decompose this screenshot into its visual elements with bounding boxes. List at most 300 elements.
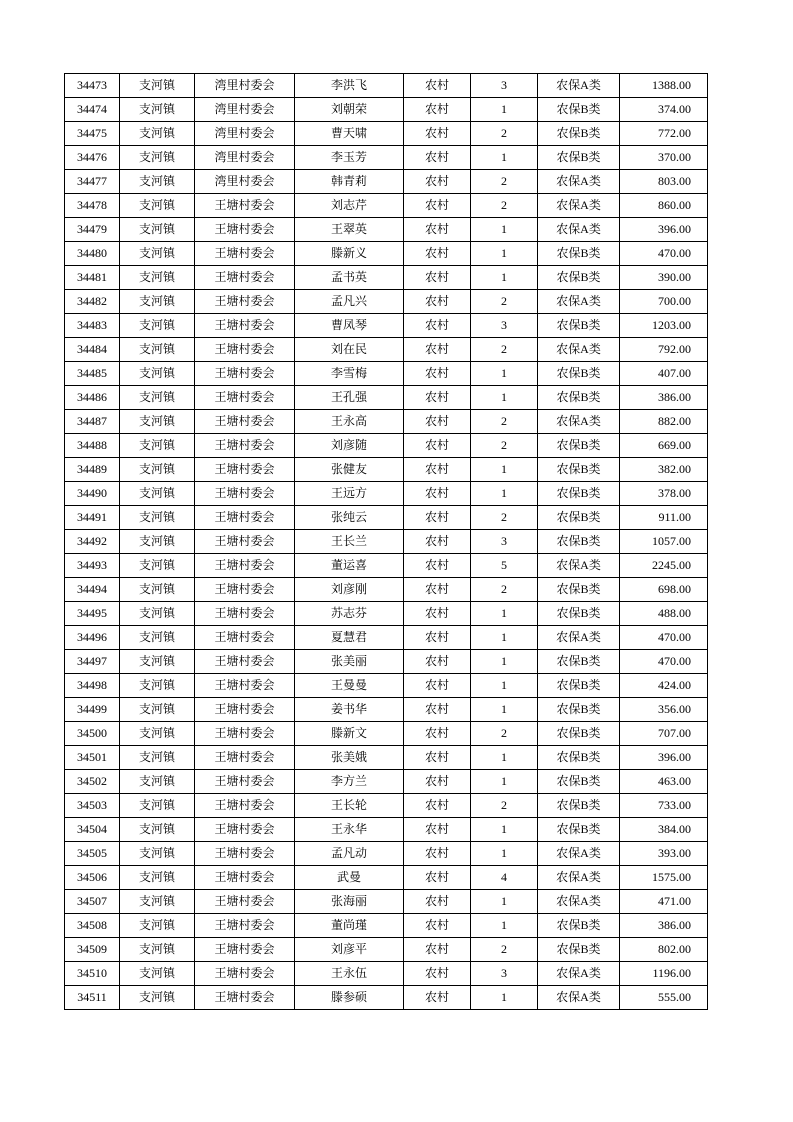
table-cell-insurance-category: 农保A类: [538, 842, 620, 866]
table-cell-person-name: 孟凡兴: [295, 290, 404, 314]
table-row: [65, 362, 708, 386]
table-cell-amount: 1203.00: [620, 314, 708, 338]
table-cell-id: 34483: [65, 314, 120, 338]
table-row: [65, 314, 708, 338]
table-cell-town: 支河镇: [120, 410, 195, 434]
table-cell-town: 支河镇: [120, 794, 195, 818]
table-cell-town: 支河镇: [120, 770, 195, 794]
table-cell-residence-type: 农村: [404, 314, 471, 338]
table-cell-count: 1: [471, 698, 538, 722]
table-cell-residence-type: 农村: [404, 794, 471, 818]
table-cell-insurance-category: 农保B类: [538, 506, 620, 530]
table-cell-person-name: 张海丽: [295, 890, 404, 914]
table-cell-count: 1: [471, 770, 538, 794]
table-row: [65, 986, 708, 1010]
table-row: [65, 626, 708, 650]
table-row: [65, 122, 708, 146]
table-cell-town: 支河镇: [120, 242, 195, 266]
table-cell-village: 王塘村委会: [195, 698, 295, 722]
table-row: [65, 890, 708, 914]
table-cell-id: 34485: [65, 362, 120, 386]
table-cell-residence-type: 农村: [404, 650, 471, 674]
table-cell-residence-type: 农村: [404, 578, 471, 602]
table-cell-residence-type: 农村: [404, 530, 471, 554]
table-cell-person-name: 张健友: [295, 458, 404, 482]
table-row: [65, 722, 708, 746]
table-row: [65, 338, 708, 362]
table-cell-count: 1: [471, 626, 538, 650]
table-cell-residence-type: 农村: [404, 986, 471, 1010]
table-row: [65, 578, 708, 602]
table-cell-residence-type: 农村: [404, 962, 471, 986]
table-cell-town: 支河镇: [120, 98, 195, 122]
table-cell-amount: 1575.00: [620, 866, 708, 890]
table-cell-insurance-category: 农保B类: [538, 146, 620, 170]
table-cell-amount: 471.00: [620, 890, 708, 914]
table-row: [65, 554, 708, 578]
table-row: [65, 698, 708, 722]
table-row: [65, 746, 708, 770]
table-cell-amount: 356.00: [620, 698, 708, 722]
table-cell-amount: 555.00: [620, 986, 708, 1010]
table-cell-insurance-category: 农保B类: [538, 914, 620, 938]
table-cell-village: 王塘村委会: [195, 914, 295, 938]
table-cell-id: 34484: [65, 338, 120, 362]
table-cell-person-name: 李洪飞: [295, 74, 404, 98]
table-cell-residence-type: 农村: [404, 98, 471, 122]
table-cell-id: 34503: [65, 794, 120, 818]
table-cell-amount: 393.00: [620, 842, 708, 866]
table-cell-amount: 1057.00: [620, 530, 708, 554]
table-cell-town: 支河镇: [120, 962, 195, 986]
table-cell-insurance-category: 农保B类: [538, 650, 620, 674]
table-cell-amount: 390.00: [620, 266, 708, 290]
table-cell-village: 王塘村委会: [195, 194, 295, 218]
table-row: [65, 770, 708, 794]
table-cell-village: 王塘村委会: [195, 482, 295, 506]
table-cell-person-name: 董尚瑾: [295, 914, 404, 938]
table-cell-amount: 772.00: [620, 122, 708, 146]
table-cell-village: 王塘村委会: [195, 458, 295, 482]
table-cell-count: 1: [471, 386, 538, 410]
table-cell-insurance-category: 农保A类: [538, 866, 620, 890]
table-cell-town: 支河镇: [120, 194, 195, 218]
table-cell-residence-type: 农村: [404, 362, 471, 386]
table-cell-count: 3: [471, 314, 538, 338]
table-cell-town: 支河镇: [120, 218, 195, 242]
table-cell-person-name: 曹凤琴: [295, 314, 404, 338]
table-cell-insurance-category: 农保A类: [538, 74, 620, 98]
table-cell-person-name: 曹天啸: [295, 122, 404, 146]
table-cell-id: 34493: [65, 554, 120, 578]
table-cell-residence-type: 农村: [404, 626, 471, 650]
table-cell-village: 王塘村委会: [195, 674, 295, 698]
table-row: [65, 602, 708, 626]
table-cell-person-name: 刘彦平: [295, 938, 404, 962]
table-cell-id: 34473: [65, 74, 120, 98]
table-cell-insurance-category: 农保A类: [538, 410, 620, 434]
table-row: [65, 482, 708, 506]
table-cell-amount: 707.00: [620, 722, 708, 746]
table-cell-amount: 792.00: [620, 338, 708, 362]
table-row: [65, 98, 708, 122]
table-cell-count: 1: [471, 674, 538, 698]
table-cell-id: 34498: [65, 674, 120, 698]
table-cell-town: 支河镇: [120, 626, 195, 650]
table-cell-town: 支河镇: [120, 122, 195, 146]
table-cell-residence-type: 农村: [404, 890, 471, 914]
table-cell-residence-type: 农村: [404, 386, 471, 410]
table-cell-amount: 669.00: [620, 434, 708, 458]
table-cell-insurance-category: 农保B类: [538, 434, 620, 458]
table-cell-residence-type: 农村: [404, 242, 471, 266]
table-cell-insurance-category: 农保B类: [538, 770, 620, 794]
table-cell-village: 湾里村委会: [195, 122, 295, 146]
table-cell-count: 3: [471, 530, 538, 554]
table-cell-id: 34497: [65, 650, 120, 674]
table-cell-id: 34502: [65, 770, 120, 794]
table-cell-count: 2: [471, 434, 538, 458]
table-row: [65, 530, 708, 554]
table-cell-amount: 384.00: [620, 818, 708, 842]
table-cell-insurance-category: 农保B类: [538, 362, 620, 386]
table-row: [65, 410, 708, 434]
table-cell-insurance-category: 农保A类: [538, 890, 620, 914]
table-cell-amount: 396.00: [620, 746, 708, 770]
table-cell-count: 1: [471, 986, 538, 1010]
table-cell-amount: 470.00: [620, 242, 708, 266]
table-cell-village: 王塘村委会: [195, 626, 295, 650]
table-cell-village: 湾里村委会: [195, 98, 295, 122]
table-row: [65, 938, 708, 962]
table-cell-residence-type: 农村: [404, 266, 471, 290]
table-cell-id: 34494: [65, 578, 120, 602]
table-cell-residence-type: 农村: [404, 866, 471, 890]
table-row: [65, 674, 708, 698]
table-cell-person-name: 姜书华: [295, 698, 404, 722]
table-cell-count: 2: [471, 122, 538, 146]
table-cell-id: 34479: [65, 218, 120, 242]
table-cell-residence-type: 农村: [404, 746, 471, 770]
table-cell-town: 支河镇: [120, 434, 195, 458]
table-cell-count: 1: [471, 146, 538, 170]
table-row: [65, 146, 708, 170]
table-cell-village: 王塘村委会: [195, 794, 295, 818]
table-cell-residence-type: 农村: [404, 458, 471, 482]
table-cell-id: 34505: [65, 842, 120, 866]
table-cell-person-name: 王永华: [295, 818, 404, 842]
table-cell-person-name: 武曼: [295, 866, 404, 890]
table-cell-id: 34507: [65, 890, 120, 914]
table-cell-count: 1: [471, 602, 538, 626]
table-row: [65, 74, 708, 98]
table-cell-id: 34504: [65, 818, 120, 842]
table-cell-town: 支河镇: [120, 938, 195, 962]
table-row: [65, 218, 708, 242]
table-cell-person-name: 夏慧君: [295, 626, 404, 650]
table-cell-id: 34477: [65, 170, 120, 194]
table-row: [65, 962, 708, 986]
table-cell-insurance-category: 农保A类: [538, 554, 620, 578]
table-cell-residence-type: 农村: [404, 338, 471, 362]
table-cell-id: 34486: [65, 386, 120, 410]
table-cell-count: 2: [471, 506, 538, 530]
table-cell-id: 34474: [65, 98, 120, 122]
table-cell-insurance-category: 农保B类: [538, 386, 620, 410]
table-cell-insurance-category: 农保B类: [538, 794, 620, 818]
table-cell-person-name: 张美娥: [295, 746, 404, 770]
table-cell-town: 支河镇: [120, 842, 195, 866]
table-cell-town: 支河镇: [120, 146, 195, 170]
table-cell-village: 湾里村委会: [195, 170, 295, 194]
table-cell-town: 支河镇: [120, 866, 195, 890]
table-cell-village: 王塘村委会: [195, 962, 295, 986]
table-cell-village: 王塘村委会: [195, 722, 295, 746]
table-cell-person-name: 张美丽: [295, 650, 404, 674]
table-cell-town: 支河镇: [120, 602, 195, 626]
table-cell-insurance-category: 农保A类: [538, 986, 620, 1010]
table-cell-village: 王塘村委会: [195, 362, 295, 386]
table-cell-town: 支河镇: [120, 650, 195, 674]
table-cell-insurance-category: 农保B类: [538, 698, 620, 722]
table-cell-amount: 911.00: [620, 506, 708, 530]
table-cell-count: 2: [471, 410, 538, 434]
table-cell-residence-type: 农村: [404, 74, 471, 98]
table-cell-residence-type: 农村: [404, 818, 471, 842]
table-cell-village: 王塘村委会: [195, 530, 295, 554]
table-cell-town: 支河镇: [120, 578, 195, 602]
table-cell-count: 1: [471, 482, 538, 506]
table-cell-count: 2: [471, 194, 538, 218]
table-cell-id: 34481: [65, 266, 120, 290]
table-cell-village: 王塘村委会: [195, 818, 295, 842]
table-cell-residence-type: 农村: [404, 290, 471, 314]
table-cell-insurance-category: 农保B类: [538, 266, 620, 290]
table-cell-village: 王塘村委会: [195, 938, 295, 962]
table-cell-insurance-category: 农保B类: [538, 722, 620, 746]
table-cell-insurance-category: 农保B类: [538, 674, 620, 698]
table-cell-amount: 882.00: [620, 410, 708, 434]
table-row: [65, 866, 708, 890]
table-cell-person-name: 李雪梅: [295, 362, 404, 386]
table-cell-town: 支河镇: [120, 482, 195, 506]
table-cell-town: 支河镇: [120, 458, 195, 482]
table-cell-residence-type: 农村: [404, 482, 471, 506]
table-cell-id: 34491: [65, 506, 120, 530]
table-cell-id: 34509: [65, 938, 120, 962]
table-cell-person-name: 王翠英: [295, 218, 404, 242]
table-cell-id: 34480: [65, 242, 120, 266]
table-cell-id: 34506: [65, 866, 120, 890]
table-cell-residence-type: 农村: [404, 506, 471, 530]
table-cell-person-name: 王永高: [295, 410, 404, 434]
table-cell-person-name: 董运喜: [295, 554, 404, 578]
table-cell-id: 34487: [65, 410, 120, 434]
table-row: [65, 290, 708, 314]
table-cell-town: 支河镇: [120, 362, 195, 386]
table-cell-insurance-category: 农保A类: [538, 194, 620, 218]
table-cell-id: 34500: [65, 722, 120, 746]
table-cell-amount: 488.00: [620, 602, 708, 626]
benefit-table: [64, 73, 708, 1010]
table-cell-id: 34501: [65, 746, 120, 770]
table-cell-insurance-category: 农保B类: [538, 458, 620, 482]
table-cell-person-name: 孟书英: [295, 266, 404, 290]
table-cell-person-name: 滕参硕: [295, 986, 404, 1010]
table-cell-town: 支河镇: [120, 914, 195, 938]
table-cell-insurance-category: 农保B类: [538, 602, 620, 626]
table-cell-amount: 378.00: [620, 482, 708, 506]
table-cell-count: 2: [471, 578, 538, 602]
table-cell-insurance-category: 农保B类: [538, 242, 620, 266]
table-cell-id: 34510: [65, 962, 120, 986]
table-cell-amount: 386.00: [620, 386, 708, 410]
table-cell-residence-type: 农村: [404, 722, 471, 746]
table-cell-village: 王塘村委会: [195, 338, 295, 362]
table-cell-amount: 382.00: [620, 458, 708, 482]
table-row: [65, 794, 708, 818]
table-row: [65, 818, 708, 842]
table-cell-count: 1: [471, 98, 538, 122]
table-cell-town: 支河镇: [120, 170, 195, 194]
table-cell-insurance-category: 农保A类: [538, 290, 620, 314]
table-body: [65, 74, 708, 1010]
table-cell-count: 5: [471, 554, 538, 578]
table-cell-village: 王塘村委会: [195, 842, 295, 866]
table-cell-person-name: 孟凡动: [295, 842, 404, 866]
table-cell-insurance-category: 农保B类: [538, 818, 620, 842]
table-cell-town: 支河镇: [120, 386, 195, 410]
table-cell-village: 湾里村委会: [195, 74, 295, 98]
table-cell-town: 支河镇: [120, 530, 195, 554]
table-cell-town: 支河镇: [120, 746, 195, 770]
table-cell-insurance-category: 农保A类: [538, 338, 620, 362]
table-cell-town: 支河镇: [120, 698, 195, 722]
table-cell-amount: 1196.00: [620, 962, 708, 986]
table-cell-id: 34495: [65, 602, 120, 626]
table-cell-count: 3: [471, 74, 538, 98]
table-cell-amount: 1388.00: [620, 74, 708, 98]
table-cell-person-name: 王永伍: [295, 962, 404, 986]
table-cell-count: 1: [471, 242, 538, 266]
table-row: [65, 242, 708, 266]
table-cell-town: 支河镇: [120, 818, 195, 842]
table-cell-person-name: 刘彦随: [295, 434, 404, 458]
table-cell-count: 1: [471, 746, 538, 770]
table-cell-insurance-category: 农保A类: [538, 170, 620, 194]
table-row: [65, 506, 708, 530]
table-cell-insurance-category: 农保B类: [538, 578, 620, 602]
table-cell-town: 支河镇: [120, 506, 195, 530]
table-cell-insurance-category: 农保A类: [538, 218, 620, 242]
table-cell-village: 王塘村委会: [195, 770, 295, 794]
table-cell-residence-type: 农村: [404, 218, 471, 242]
table-cell-village: 王塘村委会: [195, 410, 295, 434]
table-cell-amount: 396.00: [620, 218, 708, 242]
table-cell-town: 支河镇: [120, 266, 195, 290]
table-cell-village: 王塘村委会: [195, 602, 295, 626]
table-cell-count: 1: [471, 458, 538, 482]
table-cell-amount: 374.00: [620, 98, 708, 122]
table-cell-count: 4: [471, 866, 538, 890]
table-cell-person-name: 李方兰: [295, 770, 404, 794]
table-cell-count: 1: [471, 218, 538, 242]
table-cell-insurance-category: 农保B类: [538, 746, 620, 770]
table-cell-residence-type: 农村: [404, 938, 471, 962]
table-cell-person-name: 刘朝荣: [295, 98, 404, 122]
table-cell-person-name: 王曼曼: [295, 674, 404, 698]
table-cell-id: 34482: [65, 290, 120, 314]
table-cell-residence-type: 农村: [404, 842, 471, 866]
table-cell-village: 王塘村委会: [195, 386, 295, 410]
table-cell-person-name: 王远方: [295, 482, 404, 506]
table-cell-count: 2: [471, 794, 538, 818]
table-cell-village: 王塘村委会: [195, 506, 295, 530]
table-row: [65, 386, 708, 410]
table-cell-count: 1: [471, 362, 538, 386]
table-row: [65, 434, 708, 458]
table-cell-person-name: 张纯云: [295, 506, 404, 530]
table-cell-person-name: 滕新义: [295, 242, 404, 266]
table-cell-count: 2: [471, 170, 538, 194]
table-cell-id: 34511: [65, 986, 120, 1010]
table-cell-residence-type: 农村: [404, 434, 471, 458]
table-cell-residence-type: 农村: [404, 122, 471, 146]
table-cell-amount: 2245.00: [620, 554, 708, 578]
table-cell-count: 1: [471, 842, 538, 866]
table-cell-insurance-category: 农保B类: [538, 98, 620, 122]
table-row: [65, 650, 708, 674]
table-cell-village: 王塘村委会: [195, 890, 295, 914]
table-cell-amount: 470.00: [620, 626, 708, 650]
table-cell-person-name: 苏志芬: [295, 602, 404, 626]
table-cell-village: 王塘村委会: [195, 650, 295, 674]
table-cell-count: 1: [471, 266, 538, 290]
table-cell-amount: 700.00: [620, 290, 708, 314]
table-cell-count: 2: [471, 338, 538, 362]
table-cell-insurance-category: 农保B类: [538, 530, 620, 554]
table-cell-id: 34478: [65, 194, 120, 218]
table-cell-residence-type: 农村: [404, 554, 471, 578]
table-cell-insurance-category: 农保B类: [538, 122, 620, 146]
table-cell-person-name: 李玉芳: [295, 146, 404, 170]
table-cell-count: 3: [471, 962, 538, 986]
table-cell-residence-type: 农村: [404, 770, 471, 794]
table-row: [65, 842, 708, 866]
table-cell-village: 王塘村委会: [195, 986, 295, 1010]
table-cell-amount: 407.00: [620, 362, 708, 386]
table-cell-id: 34508: [65, 914, 120, 938]
table-cell-town: 支河镇: [120, 890, 195, 914]
table-cell-count: 2: [471, 290, 538, 314]
table-cell-town: 支河镇: [120, 674, 195, 698]
table-cell-id: 34489: [65, 458, 120, 482]
table-cell-insurance-category: 农保B类: [538, 482, 620, 506]
table-cell-person-name: 韩青莉: [295, 170, 404, 194]
table-cell-village: 王塘村委会: [195, 578, 295, 602]
table-cell-village: 王塘村委会: [195, 266, 295, 290]
table-cell-person-name: 王长兰: [295, 530, 404, 554]
table-cell-insurance-category: 农保B类: [538, 314, 620, 338]
table-cell-village: 王塘村委会: [195, 746, 295, 770]
table-row: [65, 170, 708, 194]
table-row: [65, 266, 708, 290]
table-cell-amount: 803.00: [620, 170, 708, 194]
table-cell-town: 支河镇: [120, 554, 195, 578]
table-cell-village: 王塘村委会: [195, 554, 295, 578]
table-row: [65, 458, 708, 482]
table-cell-person-name: 刘在民: [295, 338, 404, 362]
